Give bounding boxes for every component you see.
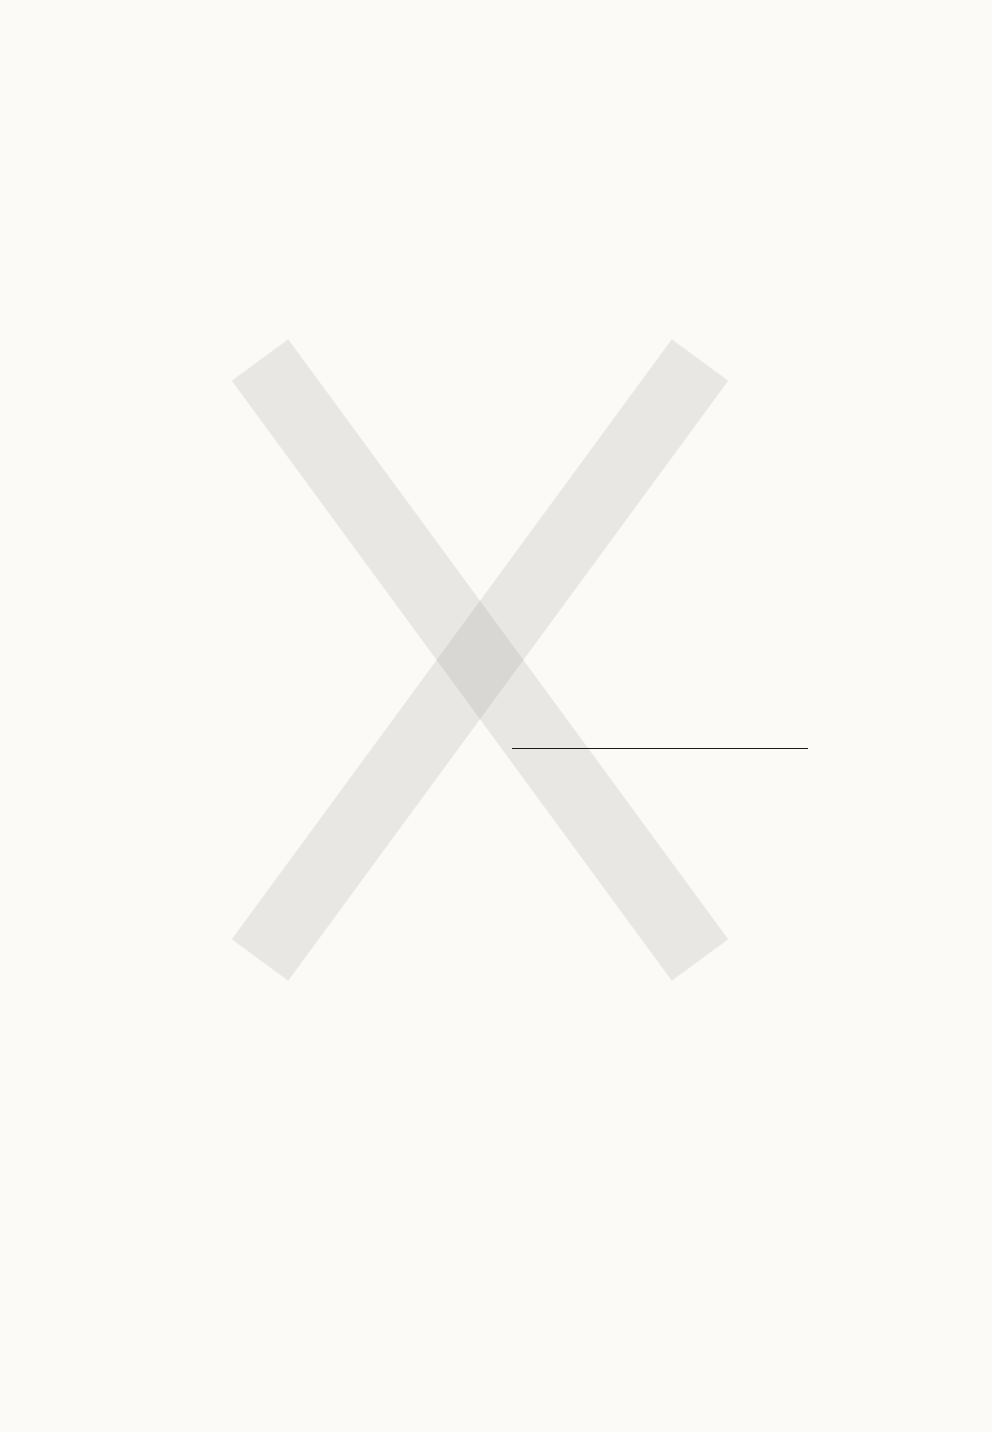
watermark [140,300,860,1020]
watermark-cross [140,300,860,1020]
section-rule [512,748,808,749]
